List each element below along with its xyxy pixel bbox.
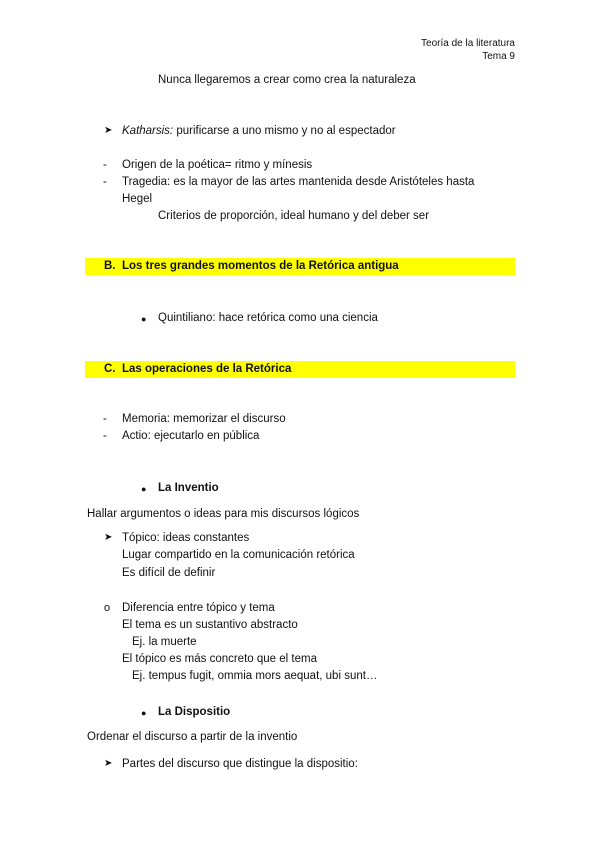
topico-line: Lugar compartido en la comunicación retórica bbox=[122, 549, 355, 561]
dash-bullet-icon: - bbox=[103, 430, 107, 442]
dispositio-description: Ordenar el discurso a partir de la inventio bbox=[87, 731, 298, 743]
header-topic: Tema 9 bbox=[482, 51, 515, 62]
list-item-origen: Origen de la poética= ritmo y mínesis bbox=[122, 159, 313, 171]
katharsis-term: Katharsis: bbox=[122, 125, 174, 137]
diferencia-line: Diferencia entre tópico y tema bbox=[122, 602, 275, 614]
quintiliano-line: Quintiliano: hace retórica como una ciencia bbox=[158, 312, 378, 324]
list-item-memoria: Memoria: memorizar el discurso bbox=[122, 413, 286, 425]
section-b-title: Los tres grandes momentos de la Retórica antigua bbox=[122, 260, 399, 272]
tragedia-continuation: Hegel bbox=[122, 193, 153, 205]
section-c-title: Las operaciones de la Retórica bbox=[122, 363, 292, 375]
arrow-bullet-icon: ➤ bbox=[104, 532, 113, 543]
topico-line: Tópico: ideas constantes bbox=[122, 532, 250, 544]
section-b-letter: B. bbox=[104, 260, 116, 272]
topico-line: Es difícil de definir bbox=[122, 567, 216, 579]
dispositio-heading: La Dispositio bbox=[158, 706, 231, 718]
diferencia-line: El tópico es más concreto que el tema bbox=[122, 653, 317, 665]
header bbox=[421, 37, 515, 63]
inventio-heading: La Inventio bbox=[158, 482, 219, 494]
diferencia-example: Ej. tempus fugit, ommia mors aequat, ubi sunt… bbox=[132, 670, 378, 682]
katharsis-definition: purificarse a uno mismo y no al espectador bbox=[173, 125, 396, 137]
dash-bullet-icon: - bbox=[103, 159, 107, 171]
partes-line: Partes del discurso que distingue la dispositio: bbox=[122, 758, 358, 770]
disc-bullet-icon: ● bbox=[141, 708, 147, 718]
arrow-bullet-icon: ➤ bbox=[104, 125, 113, 136]
arrow-bullet-icon: ➤ bbox=[104, 758, 113, 769]
header-subject: Teoría de la literatura bbox=[421, 38, 515, 49]
tragedia-criteria: Criterios de proporción, ideal humano y del deber ser bbox=[158, 210, 430, 222]
inventio-description: Hallar argumentos o ideas para mis discursos lógicos bbox=[87, 508, 360, 520]
list-item-tragedia: Tragedia: es la mayor de las artes mantenida desde Aristóteles hasta bbox=[122, 176, 475, 188]
disc-bullet-icon: ● bbox=[141, 314, 147, 324]
dash-bullet-icon: - bbox=[103, 413, 107, 425]
dash-bullet-icon: - bbox=[103, 176, 107, 188]
katharsis-line bbox=[122, 124, 396, 138]
diferencia-line: El tema es un sustantivo abstracto bbox=[122, 619, 298, 631]
circle-bullet-icon: o bbox=[104, 602, 111, 614]
quote-line: Nunca llegaremos a crear como crea la naturaleza bbox=[158, 74, 416, 86]
section-c-letter: C. bbox=[104, 363, 116, 375]
list-item-actio: Actio: ejecutarlo en pública bbox=[122, 430, 260, 442]
diferencia-example: Ej. la muerte bbox=[132, 636, 197, 648]
disc-bullet-icon: ● bbox=[141, 484, 147, 494]
